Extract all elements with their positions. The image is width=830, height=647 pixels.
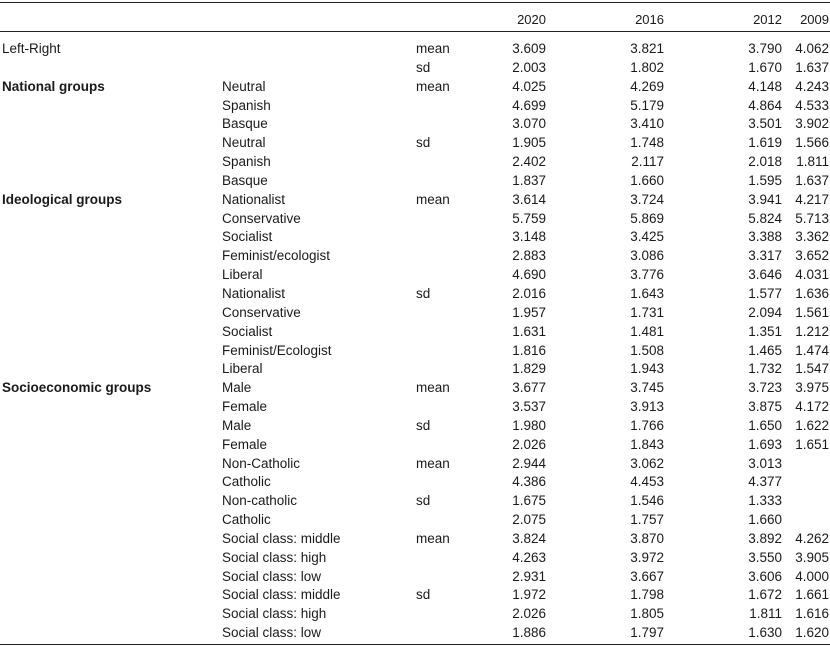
row-subgroup-label: Social class: low <box>222 625 322 641</box>
table-row <box>0 266 830 285</box>
cell-value: 1.811 <box>749 606 782 622</box>
cell-value: 4.690 <box>512 267 546 283</box>
cell-value: 1.474 <box>795 342 829 358</box>
cell-value: 3.821 <box>630 41 664 56</box>
table-row <box>0 153 830 172</box>
table-row <box>0 134 830 153</box>
row-subgroup-label: Spanish <box>222 154 271 170</box>
column-header-year: 2009 <box>800 12 829 27</box>
cell-value: 1.619 <box>748 135 782 151</box>
table-row <box>0 473 830 492</box>
row-subgroup-label: Social class: middle <box>222 530 341 546</box>
cell-value: 1.837 <box>512 172 546 188</box>
row-statistic-label: sd <box>416 587 431 603</box>
cell-value: 1.620 <box>795 625 829 641</box>
table-bottom-rule <box>0 644 830 645</box>
cell-value: 1.595 <box>748 172 782 188</box>
row-subgroup-label: Social class: high <box>222 606 327 622</box>
cell-value: 3.148 <box>512 229 546 245</box>
cell-value: 1.212 <box>795 323 829 339</box>
table-row <box>0 455 830 474</box>
row-statistic-label: sd <box>416 59 431 75</box>
cell-value: 1.693 <box>748 436 782 452</box>
cell-value: 3.388 <box>748 229 782 245</box>
table-row <box>0 549 830 568</box>
cell-value: 1.905 <box>512 135 546 151</box>
row-subgroup-label: Non-catholic <box>222 493 298 509</box>
row-group-label: Left-Right <box>2 41 61 56</box>
cell-value: 4.062 <box>795 41 829 56</box>
cell-value: 1.650 <box>748 417 782 433</box>
cell-value: 1.351 <box>748 323 782 339</box>
cell-value: 3.972 <box>630 549 664 565</box>
table-row <box>0 172 830 191</box>
row-statistic-label: sd <box>416 285 431 301</box>
table-row <box>0 586 830 605</box>
cell-value: 3.941 <box>748 191 782 207</box>
cell-value: 5.869 <box>630 210 664 226</box>
table-row <box>0 285 830 304</box>
cell-value: 3.425 <box>630 229 664 245</box>
table-row <box>0 417 830 436</box>
cell-value: 3.550 <box>748 549 782 565</box>
table-row <box>0 97 830 116</box>
table-row <box>0 379 830 398</box>
row-subgroup-label: Socialist <box>222 229 273 245</box>
cell-value: 4.148 <box>748 78 782 94</box>
cell-value: 3.724 <box>630 191 664 207</box>
cell-value: 3.870 <box>630 530 664 546</box>
row-statistic-label: mean <box>416 455 450 471</box>
cell-value: 3.902 <box>795 116 829 132</box>
cell-value: 1.802 <box>630 59 664 75</box>
cell-value: 3.824 <box>512 530 546 546</box>
cell-value: 3.606 <box>748 568 782 584</box>
cell-value: 1.661 <box>795 587 829 603</box>
cell-value: 1.672 <box>748 587 782 603</box>
column-header-year: 2020 <box>517 12 546 27</box>
cell-value: 1.798 <box>630 587 664 603</box>
row-statistic-label: mean <box>416 78 450 94</box>
cell-value: 2.094 <box>748 304 782 320</box>
column-header-year: 2012 <box>753 12 782 27</box>
cell-value: 2.075 <box>512 512 546 528</box>
cell-value: 4.269 <box>630 78 664 94</box>
cell-value: 4.262 <box>795 530 829 546</box>
cell-value: 4.377 <box>748 474 782 490</box>
cell-value: 1.811 <box>796 154 829 170</box>
row-subgroup-label: Nationalist <box>222 191 286 207</box>
cell-value: 3.723 <box>748 380 782 396</box>
cell-value: 1.637 <box>795 172 829 188</box>
table-row <box>0 115 830 134</box>
row-subgroup-label: Feminist/Ecologist <box>222 342 332 358</box>
cell-value: 3.537 <box>512 399 546 415</box>
table-row <box>0 191 830 210</box>
cell-value: 1.757 <box>630 512 664 528</box>
row-subgroup-label: Male <box>222 417 252 433</box>
row-subgroup-label: Spanish <box>222 97 271 113</box>
table-row <box>0 59 830 78</box>
cell-value: 3.501 <box>748 116 782 132</box>
table-row <box>0 530 830 549</box>
cell-value: 1.732 <box>748 361 782 377</box>
cell-value: 3.013 <box>748 455 782 471</box>
cell-value: 1.616 <box>795 606 829 622</box>
table-row <box>0 624 830 643</box>
row-subgroup-label: Liberal <box>222 267 263 283</box>
cell-value: 3.892 <box>748 530 782 546</box>
column-header-year: 2016 <box>635 12 664 27</box>
row-group-label: National groups <box>2 78 105 94</box>
cell-value: 3.609 <box>512 41 546 56</box>
table-row <box>0 228 830 247</box>
cell-value: 4.025 <box>512 78 546 94</box>
cell-value: 1.886 <box>512 625 546 641</box>
row-subgroup-label: Male <box>222 380 252 396</box>
cell-value: 3.086 <box>630 248 664 264</box>
cell-value: 4.263 <box>512 549 546 565</box>
table-row <box>0 247 830 266</box>
cell-value: 1.651 <box>795 436 829 452</box>
cell-value: 4.000 <box>795 568 829 584</box>
row-subgroup-label: Female <box>222 436 268 452</box>
statistics-table <box>0 2 830 645</box>
table-row <box>0 511 830 530</box>
cell-value: 1.631 <box>512 323 546 339</box>
cell-value: 5.179 <box>630 97 664 113</box>
row-group-label: Socioeconomic groups <box>2 380 152 396</box>
cell-value: 1.731 <box>630 304 664 320</box>
cell-value: 3.913 <box>630 399 664 415</box>
cell-value: 1.333 <box>748 493 782 509</box>
cell-value: 3.677 <box>512 380 546 396</box>
cell-value: 1.577 <box>748 285 782 301</box>
cell-value: 4.453 <box>630 474 664 490</box>
row-subgroup-label: Catholic <box>222 512 271 528</box>
row-subgroup-label: Basque <box>222 116 268 132</box>
cell-value: 1.957 <box>512 304 546 320</box>
cell-value: 2.026 <box>512 606 546 622</box>
cell-value: 2.016 <box>512 285 546 301</box>
row-subgroup-label: Social class: low <box>222 568 322 584</box>
table-row <box>0 398 830 417</box>
cell-value: 1.829 <box>512 361 546 377</box>
cell-value: 1.748 <box>630 135 664 151</box>
cell-value: 2.944 <box>512 455 546 471</box>
row-subgroup-label: Social class: high <box>222 549 327 565</box>
cell-value: 1.622 <box>795 417 829 433</box>
cell-value: 1.636 <box>795 285 829 301</box>
table-row <box>0 568 830 587</box>
cell-value: 2.026 <box>512 436 546 452</box>
row-statistic-label: sd <box>416 493 431 509</box>
table-row <box>0 360 830 379</box>
row-subgroup-label: Socialist <box>222 323 273 339</box>
cell-value: 4.533 <box>795 97 829 113</box>
cell-value: 4.699 <box>512 97 546 113</box>
cell-value: 1.566 <box>795 135 829 151</box>
cell-value: 1.547 <box>795 361 829 377</box>
cell-value: 2.018 <box>748 154 782 170</box>
cell-value: 3.790 <box>748 41 782 56</box>
cell-value: 1.481 <box>630 323 664 339</box>
row-subgroup-label: Nationalist <box>222 285 286 301</box>
row-subgroup-label: Conservative <box>222 304 301 320</box>
cell-value: 1.797 <box>630 625 664 641</box>
table-row <box>0 492 830 511</box>
row-subgroup-label: Basque <box>222 172 268 188</box>
row-subgroup-label: Neutral <box>222 135 266 151</box>
row-subgroup-label: Neutral <box>222 78 266 94</box>
cell-value: 1.843 <box>630 436 664 452</box>
cell-value: 5.824 <box>748 210 782 226</box>
table-row <box>0 605 830 624</box>
cell-value: 4.217 <box>795 191 829 207</box>
cell-value: 2.402 <box>512 154 546 170</box>
cell-value: 1.465 <box>748 342 782 358</box>
cell-value: 1.972 <box>512 587 546 603</box>
cell-value: 3.652 <box>795 248 829 264</box>
row-statistic-label: sd <box>416 135 431 151</box>
row-statistic-label: mean <box>416 530 450 546</box>
cell-value: 5.713 <box>795 210 829 226</box>
cell-value: 3.614 <box>512 191 546 207</box>
cell-value: 3.362 <box>795 229 829 245</box>
cell-value: 1.766 <box>630 417 664 433</box>
cell-value: 2.003 <box>512 59 546 75</box>
row-statistic-label: mean <box>416 191 450 207</box>
cell-value: 1.508 <box>630 342 664 358</box>
cell-value: 3.646 <box>748 267 782 283</box>
cell-value: 3.905 <box>795 549 829 565</box>
cell-value: 1.816 <box>512 342 546 358</box>
cell-value: 4.172 <box>795 399 829 415</box>
cell-value: 1.675 <box>512 493 546 509</box>
cell-value: 3.745 <box>630 380 664 396</box>
table-row <box>0 342 830 361</box>
cell-value: 4.386 <box>512 474 546 490</box>
cell-value: 1.643 <box>630 285 664 301</box>
cell-value: 3.070 <box>512 116 546 132</box>
row-statistic-label: mean <box>416 41 450 56</box>
cell-value: 1.561 <box>795 304 829 320</box>
cell-value: 4.864 <box>748 97 782 113</box>
cell-value: 2.883 <box>512 248 546 264</box>
cell-value: 3.062 <box>630 455 664 471</box>
cell-value: 3.317 <box>748 248 782 264</box>
cell-value: 2.931 <box>512 568 546 584</box>
row-group-label: Ideological groups <box>2 191 123 207</box>
cell-value: 4.031 <box>795 267 829 283</box>
cell-value: 1.980 <box>512 417 546 433</box>
table-row <box>0 436 830 455</box>
table-row <box>0 304 830 323</box>
cell-value: 3.410 <box>630 116 664 132</box>
row-subgroup-label: Female <box>222 399 268 415</box>
row-subgroup-label: Liberal <box>222 361 263 377</box>
row-subgroup-label: Non-Catholic <box>222 455 301 471</box>
table-row <box>0 323 830 342</box>
row-statistic-label: mean <box>416 380 450 396</box>
cell-value: 1.805 <box>630 606 664 622</box>
cell-value: 2.117 <box>631 154 664 170</box>
cell-value: 3.667 <box>630 568 664 584</box>
cell-value: 1.943 <box>630 361 664 377</box>
table-row <box>0 78 830 97</box>
cell-value: 3.776 <box>630 267 664 283</box>
cell-value: 1.670 <box>748 59 782 75</box>
cell-value: 3.875 <box>748 399 782 415</box>
cell-value: 5.759 <box>512 210 546 226</box>
row-subgroup-label: Catholic <box>222 474 271 490</box>
row-subgroup-label: Conservative <box>222 210 301 226</box>
cell-value: 1.660 <box>748 512 782 528</box>
cell-value: 1.546 <box>630 493 664 509</box>
cell-value: 3.975 <box>795 380 829 396</box>
table-header-row <box>0 3 830 32</box>
cell-value: 1.637 <box>795 59 829 75</box>
cell-value: 1.660 <box>630 172 664 188</box>
row-statistic-label: sd <box>416 417 431 433</box>
cell-value: 1.630 <box>748 625 782 641</box>
row-subgroup-label: Social class: middle <box>222 587 341 603</box>
table-row <box>0 40 830 59</box>
cell-value: 4.243 <box>795 78 829 94</box>
table-body <box>0 32 830 643</box>
row-subgroup-label: Feminist/ecologist <box>222 248 331 264</box>
table-row <box>0 210 830 229</box>
